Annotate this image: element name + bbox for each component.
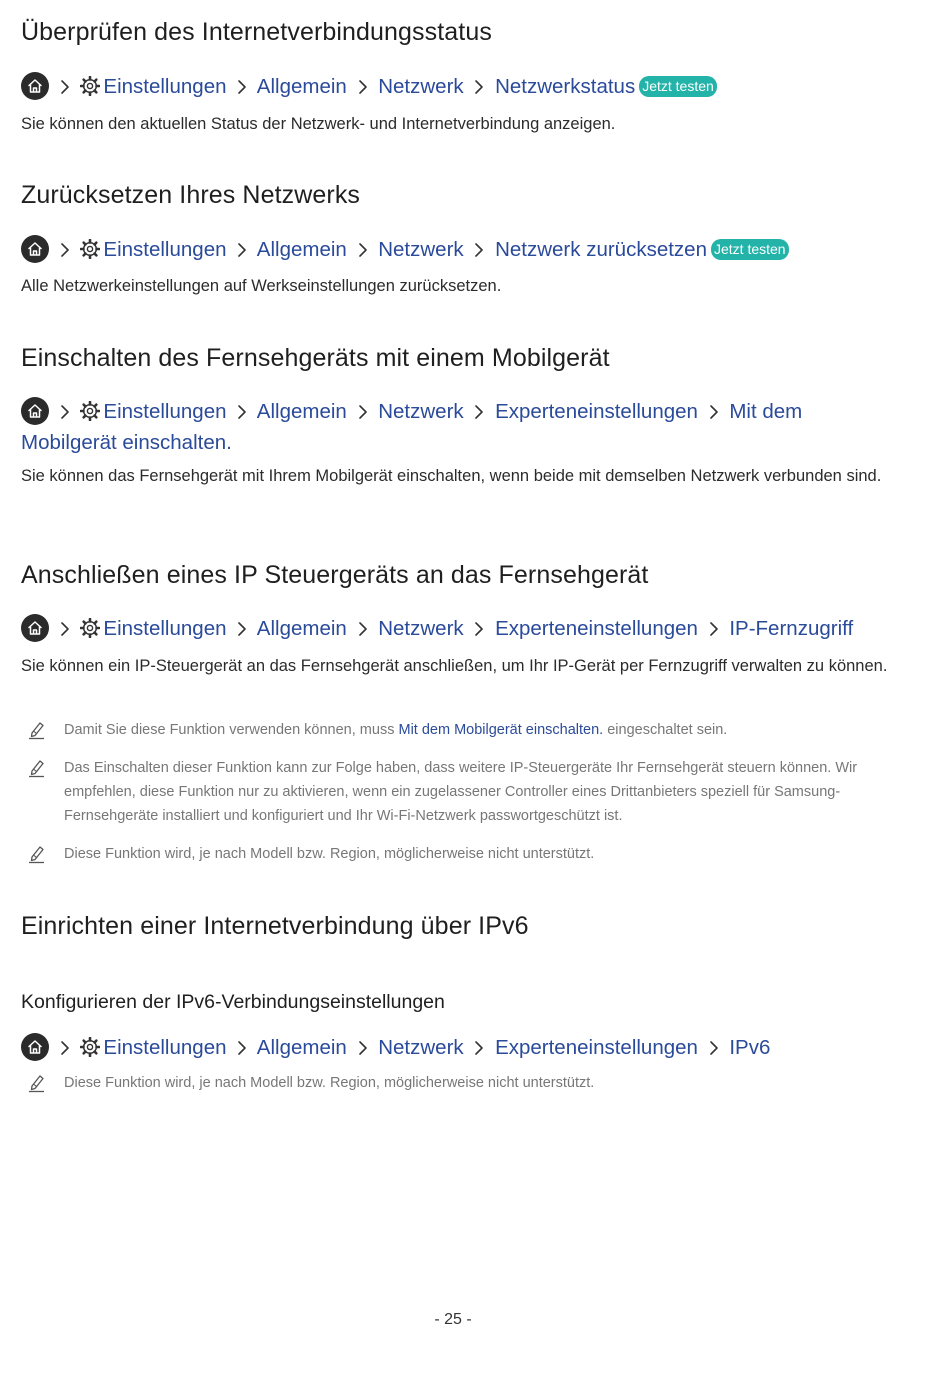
chevron-right-icon	[55, 75, 75, 103]
breadcrumb-link-netzwerk[interactable]: Netzwerk	[378, 400, 464, 423]
note	[28, 1071, 888, 1095]
chevron-right-icon	[704, 400, 724, 428]
chevron-right-icon	[232, 400, 252, 428]
try-now-badge[interactable]: Jetzt testen	[711, 239, 789, 260]
chevron-right-icon	[55, 238, 75, 266]
pencil-icon	[28, 1073, 46, 1098]
chevron-right-icon	[232, 617, 252, 645]
page-number: - 25 -	[434, 1311, 472, 1328]
breadcrumb-link-netzwerk[interactable]: Netzwerk	[378, 75, 464, 98]
chevron-right-icon	[469, 400, 489, 428]
pencil-icon	[28, 758, 46, 783]
breadcrumb-link-experteneinstellungen[interactable]: Experteneinstellungen	[495, 617, 698, 640]
section-description: Alle Netzwerkeinstellungen auf Werkseinstellungen zurücksetzen.	[21, 277, 502, 295]
breadcrumb-link-netzwerk[interactable]: Netzwerk	[378, 617, 464, 640]
pencil-icon	[28, 844, 46, 869]
gear-icon	[80, 76, 100, 104]
home-icon[interactable]	[21, 235, 49, 263]
breadcrumb-link-netzwerk[interactable]: Netzwerk	[378, 1036, 464, 1059]
home-icon[interactable]	[21, 72, 49, 100]
home-icon[interactable]	[21, 1033, 49, 1061]
breadcrumb-link-netzwerk-zuruecksetzen[interactable]: Netzwerk zurücksetzen	[495, 238, 707, 261]
section-title: Überprüfen des Internetverbindungsstatus	[21, 18, 492, 46]
breadcrumb-link-ip-fernzugriff[interactable]: IP-Fernzugriff	[729, 617, 854, 640]
home-icon[interactable]	[21, 614, 49, 642]
gear-icon	[80, 401, 100, 429]
chevron-right-icon	[353, 1036, 373, 1064]
chevron-right-icon	[704, 617, 724, 645]
breadcrumb-link-einstellungen[interactable]: Einstellungen	[103, 400, 227, 423]
pencil-icon	[28, 720, 46, 745]
breadcrumb-link-experteneinstellungen[interactable]: Experteneinstellungen	[495, 400, 698, 423]
chevron-right-icon	[469, 1036, 489, 1064]
note-text-part: Damit Sie diese Funktion verwenden können, muss	[64, 722, 399, 738]
note	[28, 842, 888, 866]
breadcrumb-link-einstellungen[interactable]: Einstellungen	[103, 617, 227, 640]
gear-icon	[80, 1037, 100, 1065]
breadcrumb	[21, 1033, 901, 1065]
breadcrumb	[21, 235, 901, 267]
section-title: Zurücksetzen Ihres Netzwerks	[21, 181, 361, 209]
note	[28, 756, 888, 828]
chevron-right-icon	[55, 400, 75, 428]
note-text-part: eingeschaltet sein.	[603, 722, 728, 738]
note-link-mobilgeraet-einschalten[interactable]: Mit dem Mobilgerät einschalten.	[398, 722, 604, 738]
breadcrumb-link-einstellungen[interactable]: Einstellungen	[103, 1036, 227, 1059]
section-title: Einrichten einer Internetverbindung über IPv6	[21, 912, 529, 940]
note-text: Diese Funktion wird, je nach Modell bzw. Region, möglicherweise nicht unterstützt.	[64, 1075, 595, 1091]
breadcrumb	[21, 614, 901, 646]
chevron-right-icon	[469, 75, 489, 103]
breadcrumb-link-netzwerk[interactable]: Netzwerk	[378, 238, 464, 261]
chevron-right-icon	[55, 1036, 75, 1064]
chevron-right-icon	[232, 1036, 252, 1064]
chevron-right-icon	[353, 75, 373, 103]
note-text: Diese Funktion wird, je nach Modell bzw. Region, möglicherweise nicht unterstützt.	[64, 846, 595, 862]
section-title: Einschalten des Fernsehgeräts mit einem Mobilgerät	[21, 344, 610, 372]
chevron-right-icon	[232, 238, 252, 266]
section-description: Sie können ein IP-Steuergerät an das Fernsehgerät anschließen, um Ihr IP-Gerät per Fernzugriff verwalten zu können.	[21, 657, 888, 675]
breadcrumb-link-allgemein[interactable]: Allgemein	[256, 238, 347, 261]
breadcrumb-link-mobilgeraet-einschalten[interactable]: Mit dem Mobilgerät einschalten.	[21, 400, 803, 454]
breadcrumb-link-allgemein[interactable]: Allgemein	[256, 617, 347, 640]
breadcrumb-link-allgemein[interactable]: Allgemein	[256, 75, 347, 98]
section-title: Anschließen eines IP Steuergeräts an das Fernsehgerät	[21, 561, 649, 589]
section-description: Sie können das Fernsehgerät mit Ihrem Mobilgerät einschalten, wenn beide mit demselben Netzwerk verbunden sind.	[21, 467, 882, 485]
breadcrumb-link-netzwerkstatus[interactable]: Netzwerkstatus	[495, 75, 636, 98]
section-subtitle: Konfigurieren der IPv6-Verbindungseinstellungen	[21, 991, 445, 1013]
chevron-right-icon	[469, 238, 489, 266]
chevron-right-icon	[353, 238, 373, 266]
breadcrumb-link-experteneinstellungen[interactable]: Experteneinstellungen	[495, 1036, 698, 1059]
chevron-right-icon	[469, 617, 489, 645]
try-now-badge[interactable]: Jetzt testen	[639, 76, 717, 97]
section-description: Sie können den aktuellen Status der Netzwerk- und Internetverbindung anzeigen.	[21, 115, 616, 133]
gear-icon	[80, 618, 100, 646]
chevron-right-icon	[232, 75, 252, 103]
breadcrumb	[21, 397, 821, 457]
chevron-right-icon	[704, 1036, 724, 1064]
note	[28, 718, 888, 742]
breadcrumb	[21, 72, 901, 104]
breadcrumb-link-ipv6[interactable]: IPv6	[729, 1036, 771, 1059]
chevron-right-icon	[353, 400, 373, 428]
gear-icon	[80, 239, 100, 267]
chevron-right-icon	[353, 617, 373, 645]
home-icon[interactable]	[21, 397, 49, 425]
breadcrumb-link-allgemein[interactable]: Allgemein	[256, 1036, 347, 1059]
note-text	[64, 718, 888, 742]
breadcrumb-link-allgemein[interactable]: Allgemein	[256, 400, 347, 423]
breadcrumb-link-einstellungen[interactable]: Einstellungen	[103, 238, 227, 261]
breadcrumb-link-einstellungen[interactable]: Einstellungen	[103, 75, 227, 98]
chevron-right-icon	[55, 617, 75, 645]
note-text: Das Einschalten dieser Funktion kann zur Folge haben, dass weitere IP-Steuergeräte Ihr Fernsehgerät steuern können. Wir empfehlen, diese Funktion nur zu aktivieren, wenn ein zugelassener Controller eines Drittanbieters speziell für Samsung-Fernsehgeräte installiert und konfiguriert und Ihr Wi-Fi-Netzwerk passwortgeschützt ist.	[64, 760, 858, 824]
